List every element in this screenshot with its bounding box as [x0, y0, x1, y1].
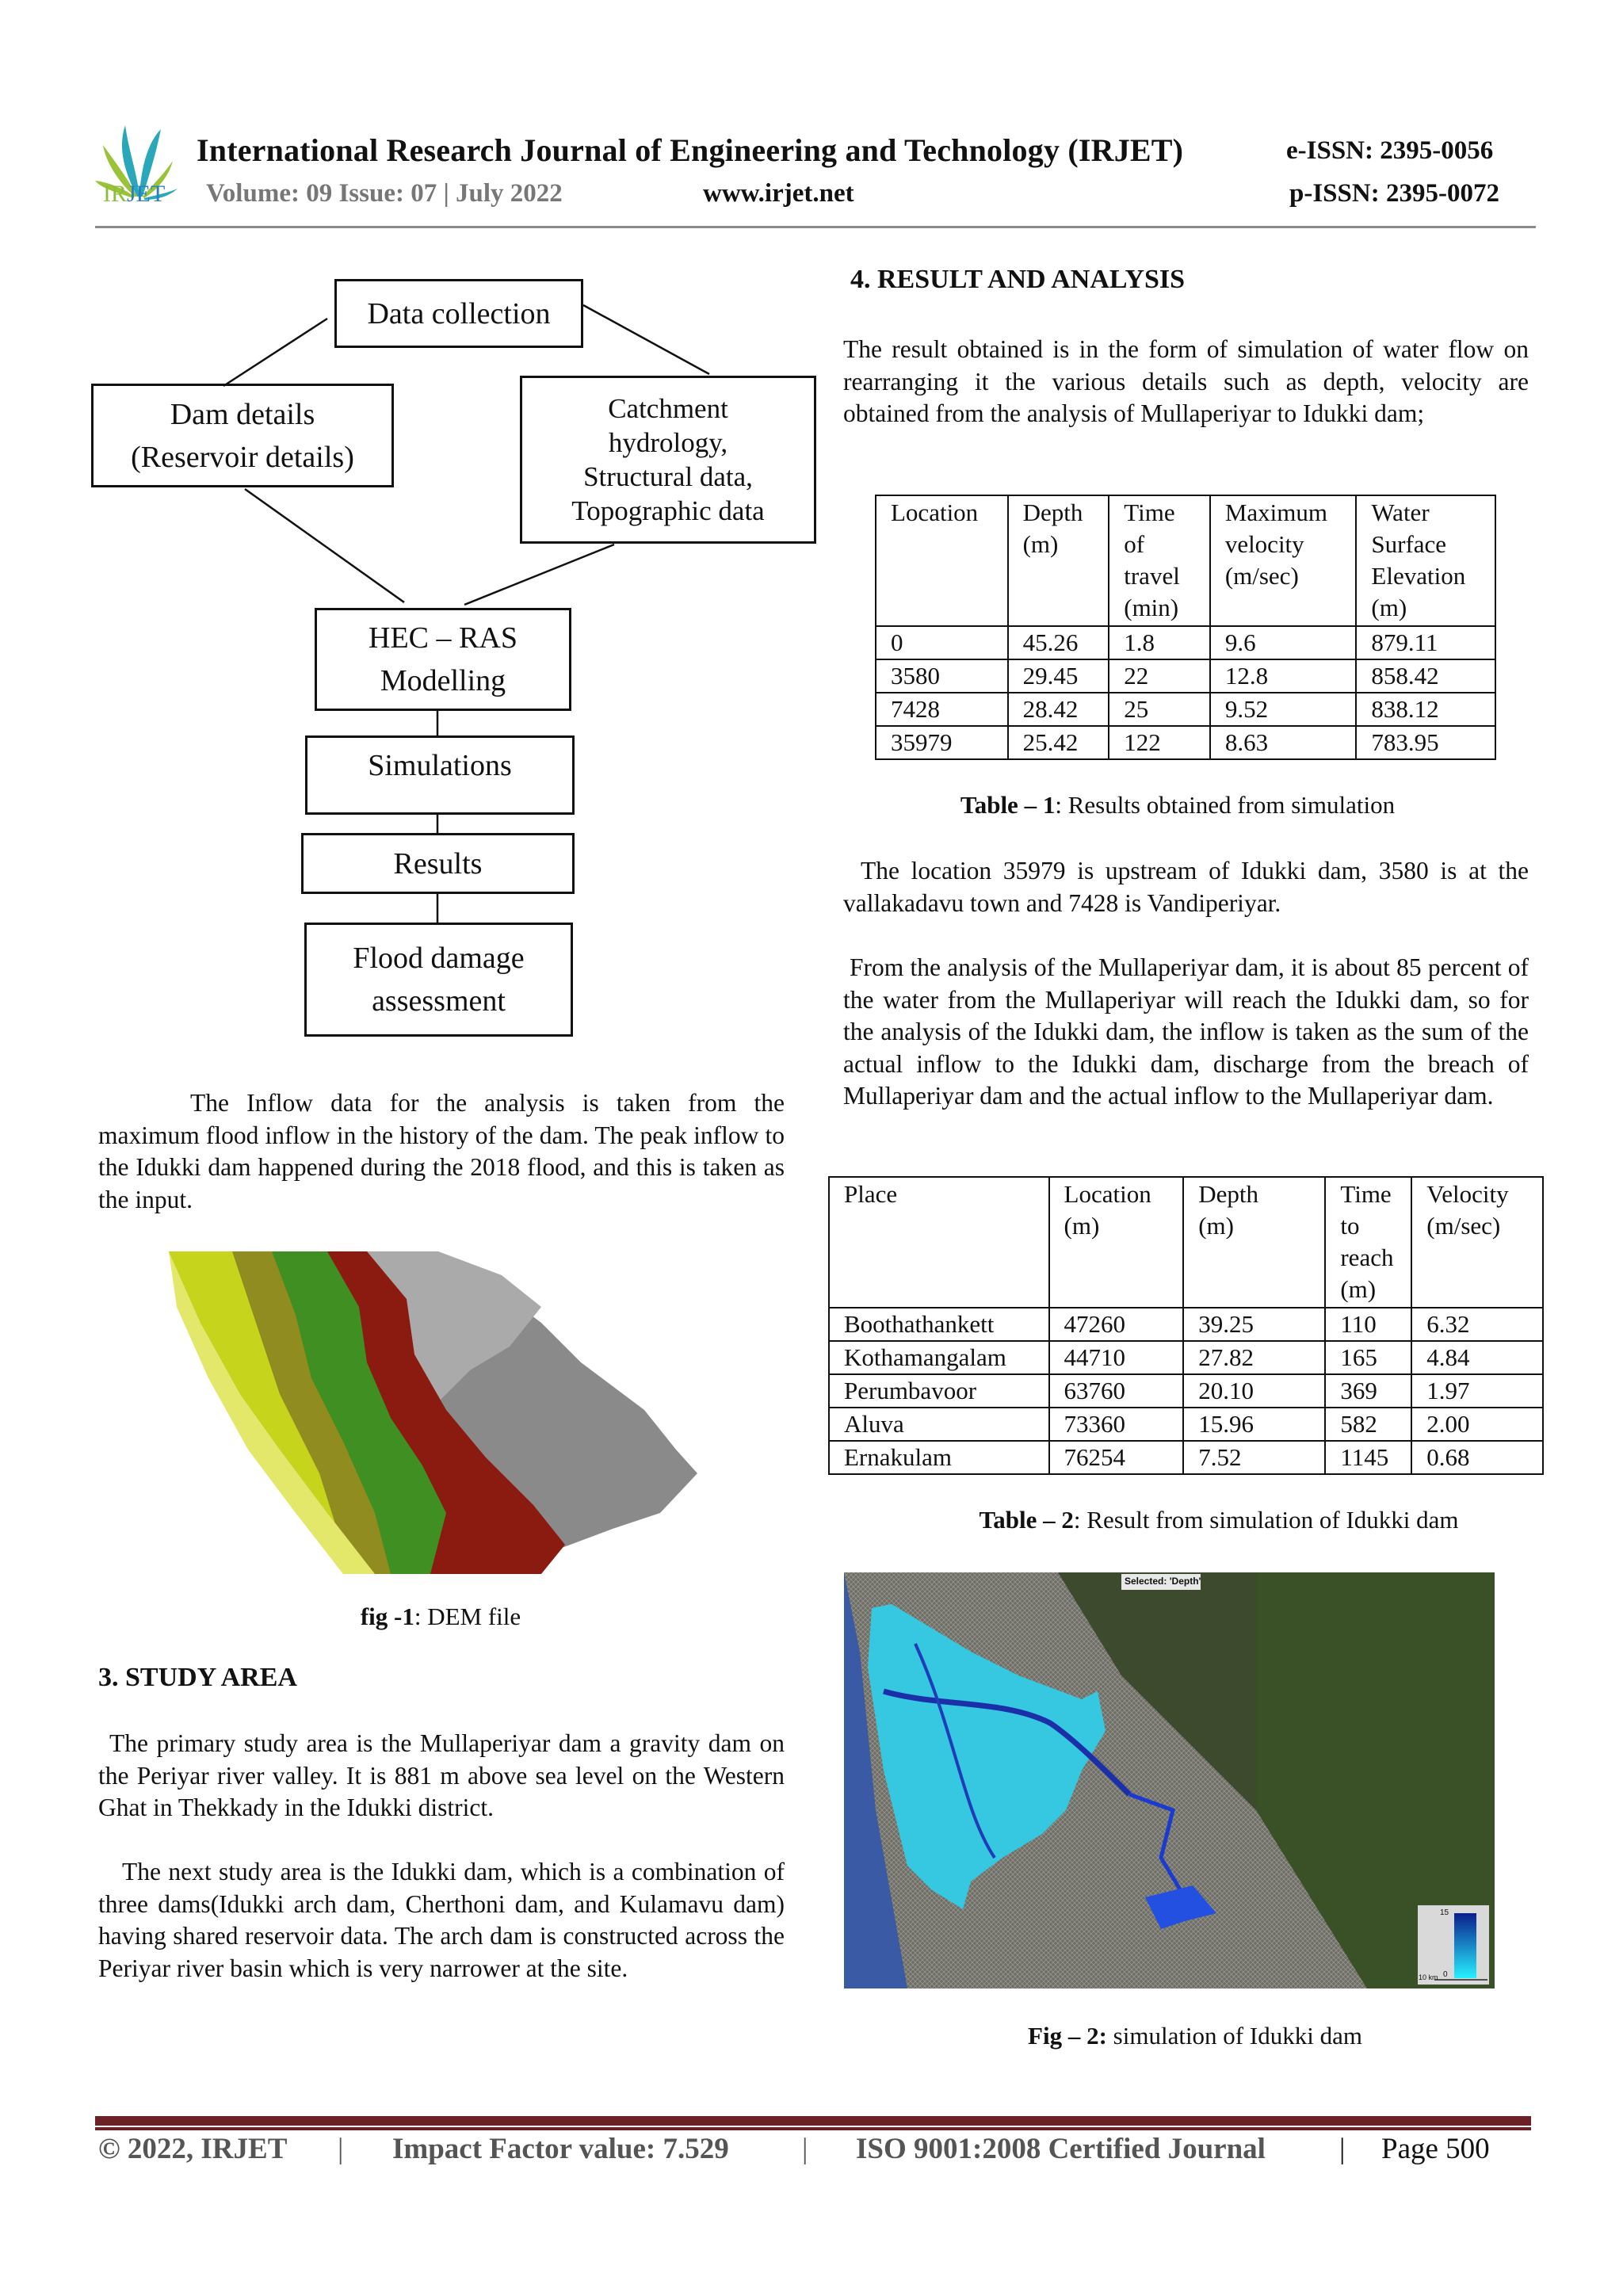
results-table-2 [828, 1176, 1544, 1475]
connector-line [583, 305, 709, 374]
column-header-line: (m) [1371, 594, 1407, 621]
column-header-line: Time [1340, 1180, 1392, 1208]
flow-box-catchment [520, 376, 816, 544]
legend-min: 0 [1443, 1970, 1448, 1979]
column-header-line: velocity [1224, 530, 1304, 558]
flow-label: assessment [372, 984, 506, 1018]
flow-box-hec-ras [315, 608, 571, 711]
table2-text: : Result from simulation of Idukki dam [1073, 1506, 1459, 1534]
column-header-line: (min) [1124, 594, 1179, 621]
table-cell: 879.11 [1356, 626, 1495, 659]
table-cell: Perumbavoor [829, 1374, 1049, 1408]
table-cell: 35979 [876, 726, 1008, 759]
flow-box-flood-damage [304, 923, 573, 1037]
table-cell: 858.42 [1356, 659, 1495, 693]
table-header-row [876, 495, 1495, 626]
flow-box-data-collection [334, 279, 583, 348]
column-header [1183, 1177, 1325, 1308]
column-header-line: travel [1124, 562, 1180, 590]
column-header [1210, 495, 1357, 626]
footer-rule [95, 2116, 1531, 2126]
journal-url[interactable]: www.irjet.net [703, 179, 854, 208]
footer-rule-thin [95, 2127, 1531, 2130]
table-cell: 22 [1109, 659, 1210, 693]
column-header [1325, 1177, 1411, 1308]
fig2-caption [1028, 2022, 1362, 2050]
table-cell: 15.96 [1183, 1408, 1325, 1441]
table-cell: 47260 [1049, 1308, 1184, 1341]
table-cell: 9.6 [1210, 626, 1357, 659]
table-cell: 369 [1325, 1374, 1411, 1408]
table-cell: Boothathankett [829, 1308, 1049, 1341]
footer-impact-factor: Impact Factor value: 7.529 [392, 2133, 729, 2165]
column-header-line: to [1340, 1212, 1360, 1240]
table-row [829, 1374, 1543, 1408]
inflow-paragraph: The Inflow data for the analysis is taken from the maximum flood inflow in the history of the dam. The peak inflow to the Idukki dam happened during the 2018 flood, and this is taken as the input. [98, 1089, 785, 1213]
fig1-label: fig -1 [360, 1603, 414, 1630]
column-header [1356, 495, 1495, 626]
flow-label: Flood damage [353, 942, 525, 975]
selected-depth-label: Selected: 'Depth' [1125, 1576, 1201, 1587]
column-header-line: (m) [1340, 1275, 1377, 1303]
column-header-line: Water [1371, 499, 1430, 526]
column-header-line: Place [844, 1180, 898, 1208]
flow-box-simulations [305, 735, 575, 815]
dem-figure [169, 1251, 697, 1574]
fig2-label: Fig – 2: [1028, 2022, 1107, 2050]
flow-label: Dam details [170, 397, 315, 431]
table-row [876, 659, 1495, 693]
table-cell: 582 [1325, 1408, 1411, 1441]
column-header [876, 495, 1008, 626]
table2-label: Table – 2 [979, 1506, 1074, 1534]
map-graphic [844, 1572, 1495, 1988]
table-header-row [829, 1177, 1543, 1308]
table-cell: Kothamangalam [829, 1341, 1049, 1374]
column-header-line: (m) [1198, 1212, 1234, 1240]
footer-separator: | [338, 2133, 344, 2165]
column-header [1109, 495, 1210, 626]
journal-title: International Research Journal of Engineering and Technology (IRJET) [197, 132, 1184, 168]
study-area-heading: 3. STUDY AREA [98, 1663, 297, 1692]
table-cell: 28.42 [1008, 693, 1109, 726]
footer-separator: | [802, 2133, 808, 2165]
table-cell: 25 [1109, 693, 1210, 726]
table-cell: 9.52 [1210, 693, 1357, 726]
flow-label: Structural data, [583, 461, 753, 492]
legend-max: 15 [1440, 1908, 1449, 1917]
flow-label: Topographic data [571, 495, 765, 526]
logo-text: IRJET [103, 181, 166, 207]
flow-label: Modelling [380, 664, 506, 697]
flow-label: hydrology, [608, 427, 728, 458]
flow-box-dam-details [91, 384, 394, 487]
table-cell: 25.42 [1008, 726, 1109, 759]
depth-legend-gradient [1454, 1913, 1476, 1978]
column-header-line: Maximum [1224, 499, 1327, 526]
result-heading: 4. RESULT AND ANALYSIS [850, 265, 1186, 294]
table-cell: 1145 [1325, 1441, 1411, 1474]
table1-label: Table – 1 [960, 791, 1056, 819]
column-header-line: Elevation [1371, 562, 1466, 590]
scale-label: 10 km [1419, 1973, 1438, 1981]
table-cell: Aluva [829, 1408, 1049, 1441]
connector-line [464, 544, 614, 605]
column-header-line: (m) [1064, 1212, 1100, 1240]
column-header-line: Location [1064, 1180, 1151, 1208]
column-header-line: Velocity [1426, 1180, 1509, 1208]
table1-text: : Results obtained from simulation [1055, 791, 1396, 819]
table-cell: 0.68 [1411, 1441, 1543, 1474]
fig1-text: : DEM file [414, 1603, 521, 1630]
flow-label: (Reservoir details) [131, 440, 354, 474]
volume-issue: Volume: 09 Issue: 07 | July 2022 [206, 179, 563, 208]
table-cell: 39.25 [1183, 1308, 1325, 1341]
depth-legend-box [1418, 1905, 1489, 1985]
flow-label: Catchment [608, 393, 728, 424]
table-cell: 1.8 [1109, 626, 1210, 659]
flow-label: Simulations [368, 749, 512, 782]
table-row [829, 1408, 1543, 1441]
table-cell: 20.10 [1183, 1374, 1325, 1408]
table-cell: 110 [1325, 1308, 1411, 1341]
location-paragraph: The location 35979 is upstream of Idukki dam, 3580 is at the vallakadavu town and 7428 is Vandiperiyar. [843, 857, 1529, 917]
table-row [829, 1341, 1543, 1374]
table-cell: 165 [1325, 1341, 1411, 1374]
flow-label: HEC – RAS [369, 621, 517, 655]
result-paragraph: The result obtained is in the form of simulation of water flow on rearranging it the various details such as depth, velocity are obtained from the analysis of Mullaperiyar to Idukki dam; [843, 335, 1529, 427]
table-cell: 838.12 [1356, 693, 1495, 726]
table-row [876, 626, 1495, 659]
column-header-line: of [1124, 530, 1145, 558]
table1-caption [960, 791, 1395, 819]
table-cell: 29.45 [1008, 659, 1109, 693]
table-cell: 6.32 [1411, 1308, 1543, 1341]
column-header-line: (m) [1022, 530, 1059, 558]
column-header [1411, 1177, 1543, 1308]
pissn: p-ISSN: 2395-0072 [1289, 179, 1499, 208]
table-cell: 4.84 [1411, 1341, 1543, 1374]
study-paragraph-1: The primary study area is the Mullaperiyar dam a gravity dam on the Periyar river valley. It is 881 m above sea level on the Western Ghat in Thekkady in the Idukki district. [98, 1729, 785, 1821]
connector-line [223, 319, 327, 386]
column-header-line: Surface [1371, 530, 1447, 558]
table-cell: 8.63 [1210, 726, 1357, 759]
table-cell: 12.8 [1210, 659, 1357, 693]
footer-copyright: © 2022, IRJET [98, 2133, 288, 2165]
flow-label: Results [393, 846, 483, 881]
column-header-line: (m/sec) [1224, 562, 1299, 590]
simulation-map [844, 1572, 1495, 1988]
fig2-text: simulation of Idukki dam [1106, 2022, 1362, 2050]
connector-line [245, 489, 404, 602]
footer-page-number: Page 500 [1381, 2133, 1490, 2165]
table-cell: Ernakulam [829, 1441, 1049, 1474]
fig1-caption [361, 1603, 521, 1631]
table-cell: 73360 [1049, 1408, 1184, 1441]
table-row [829, 1308, 1543, 1341]
flow-label: Data collection [367, 296, 551, 330]
table-cell: 44710 [1049, 1341, 1184, 1374]
column-header [829, 1177, 1049, 1308]
column-header [1008, 495, 1109, 626]
table-cell: 7428 [876, 693, 1008, 726]
column-header-line: Location [891, 499, 979, 526]
table-cell: 27.82 [1183, 1341, 1325, 1374]
column-header-line: Depth [1198, 1180, 1258, 1208]
flow-box-results [301, 833, 575, 894]
table-cell: 0 [876, 626, 1008, 659]
column-header-line: Time [1124, 499, 1175, 526]
table-cell: 783.95 [1356, 726, 1495, 759]
column-header-line: reach [1340, 1244, 1394, 1271]
footer-separator: | [1339, 2133, 1346, 2165]
table-cell: 122 [1109, 726, 1210, 759]
table-row [829, 1441, 1543, 1474]
column-header-line: Depth [1022, 499, 1083, 526]
eissn: e-ISSN: 2395-0056 [1286, 136, 1494, 165]
table-cell: 3580 [876, 659, 1008, 693]
table-cell: 7.52 [1183, 1441, 1325, 1474]
footer-iso: ISO 9001:2008 Certified Journal [856, 2133, 1266, 2165]
table-row [876, 693, 1495, 726]
table-cell: 2.00 [1411, 1408, 1543, 1441]
table2-caption [979, 1506, 1458, 1534]
table-cell: 45.26 [1008, 626, 1109, 659]
table-cell: 1.97 [1411, 1374, 1543, 1408]
study-paragraph-2: The next study area is the Idukki dam, which is a combination of three dams(Idukki arch dam, Cherthoni dam, and Kulamavu dam) having shared reservoir data. The arch dam is constructed across the Periyar river basin which is very narrower at the site. [98, 1858, 785, 1982]
results-table-1 [875, 495, 1496, 760]
column-header-line: (m/sec) [1426, 1212, 1501, 1240]
table-cell: 63760 [1049, 1374, 1184, 1408]
analysis-paragraph: From the analysis of the Mullaperiyar dam, it is about 85 percent of the water from the Mullaperiyar will reach the Idukki dam, so for the analysis of the Idukki dam, the inflow is taken as the sum of the actual inflow to the Idukki dam, discharge from the breach of Mullaperiyar dam and the actual inflow to the Mullaperiyar dam. [843, 953, 1529, 1110]
table-row [876, 726, 1495, 759]
table-cell: 76254 [1049, 1441, 1184, 1474]
column-header [1049, 1177, 1184, 1308]
